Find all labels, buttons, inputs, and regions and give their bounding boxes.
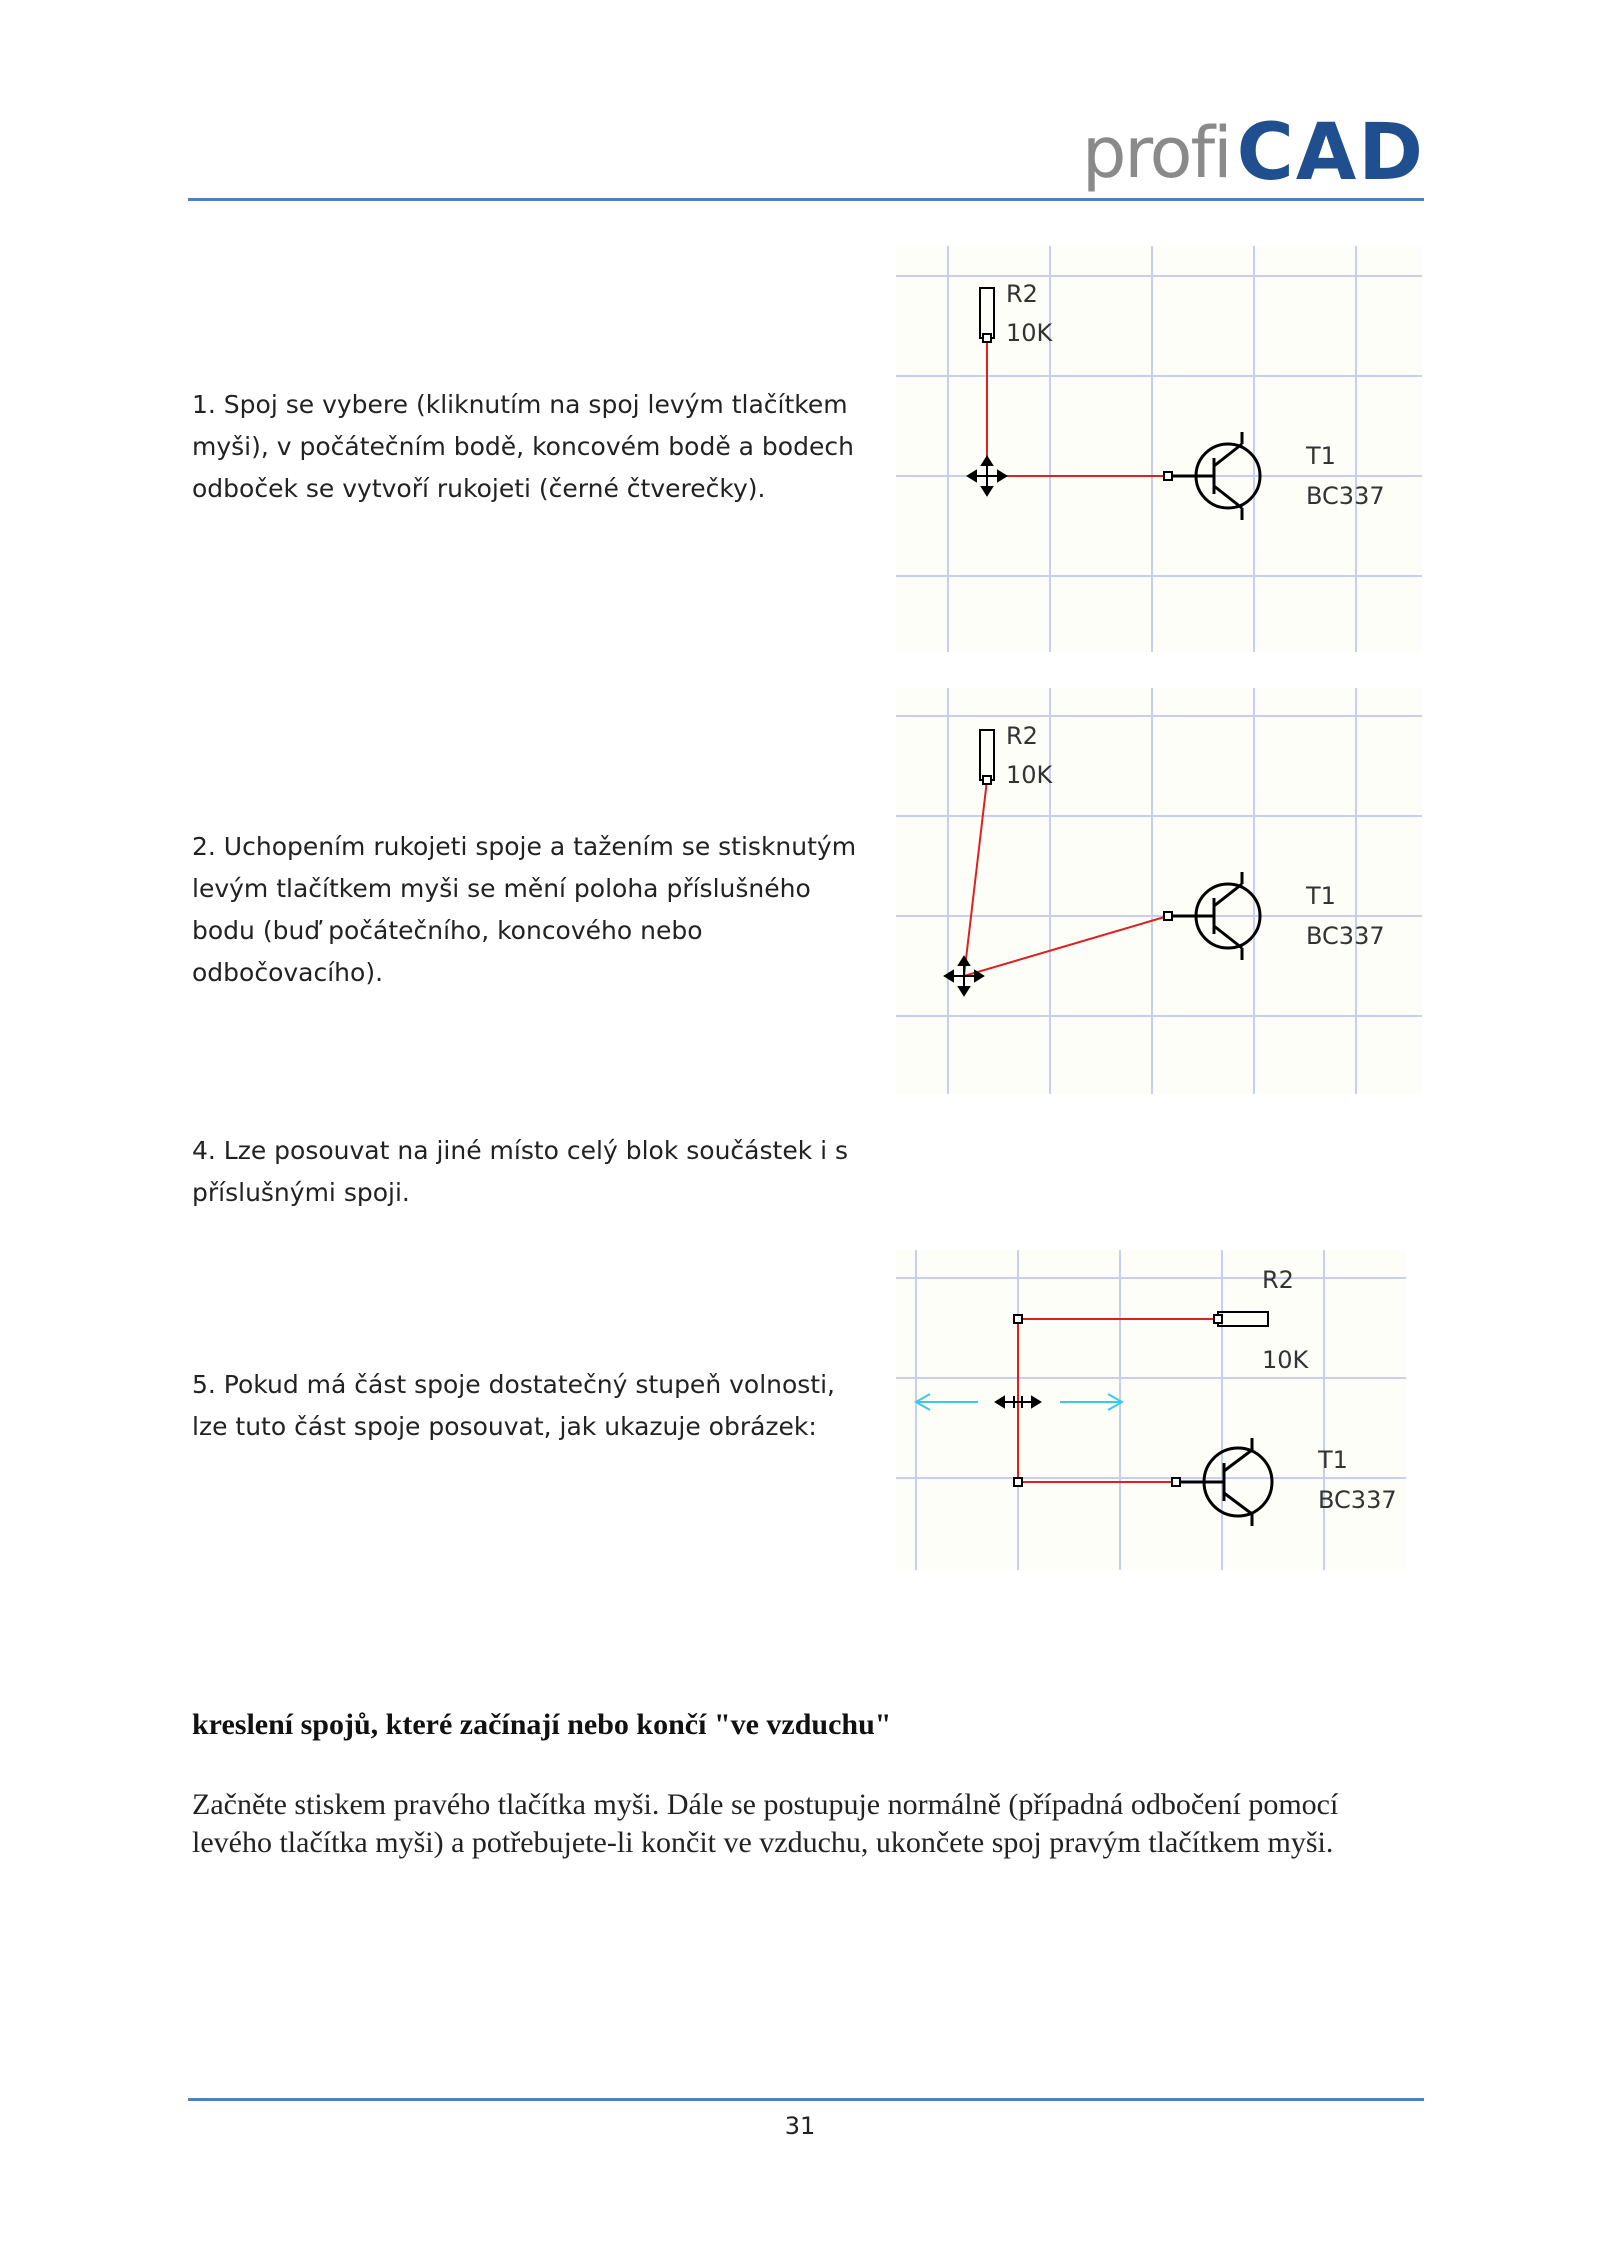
- figure-1-grid: [896, 246, 1422, 652]
- figure-3-diagram: [896, 1250, 1406, 1570]
- wire-handle: [983, 334, 991, 342]
- transistor-name-label: T1: [1306, 442, 1336, 470]
- figure-2-diagram: [896, 688, 1422, 1094]
- footer-rule: [188, 2098, 1424, 2101]
- logo-cad-text: CAD: [1236, 108, 1425, 198]
- wire-handle: [1164, 472, 1172, 480]
- wire-handle: [1014, 1315, 1022, 1323]
- wire-handle: [1172, 1478, 1180, 1486]
- wire-handle: [983, 776, 991, 784]
- move-cursor-icon: [968, 457, 1006, 495]
- resistor-value-label: 10K: [1262, 1346, 1309, 1374]
- transistor-type-label: BC337: [1306, 922, 1385, 950]
- figure-3: [896, 1250, 1406, 1570]
- logo-profi-text: profi: [1082, 112, 1231, 194]
- wire-handle: [1164, 912, 1172, 920]
- transistor-type-label: BC337: [1306, 482, 1385, 510]
- right-arrow-icon: [1060, 1394, 1122, 1410]
- header-rule: [188, 198, 1424, 201]
- resistor-value-label: 10K: [1006, 319, 1053, 347]
- wire-handle: [1214, 1315, 1222, 1323]
- page-number: 31: [784, 2112, 816, 2140]
- wire-handle: [1014, 1478, 1022, 1486]
- transistor-name-label: T1: [1306, 882, 1336, 910]
- wire: [987, 338, 1168, 476]
- move-cursor-icon: [945, 957, 983, 995]
- step-4-text: 4. Lze posouvat na jiné místo celý blok součástek i s příslušnými spoji.: [192, 1136, 849, 1207]
- resistor-name-label: R2: [1006, 722, 1038, 750]
- step-1-text: 1. Spoj se vybere (kliknutím na spoj levým tlačítkem myši), v počátečním bodě, koncovém bodě a bodech odboček se vytvoří rukojeti (černé čtverečky).: [192, 390, 854, 503]
- transistor-t1: [1180, 1438, 1272, 1526]
- figure-3-grid: [896, 1250, 1406, 1570]
- resistor-r2: [1218, 1312, 1268, 1326]
- proficad-logo: [1082, 108, 1425, 198]
- section-heading: kreslení spojů, které začínají nebo končí "ve vzduchu": [192, 1708, 892, 1741]
- section-paragraph: Začněte stiskem pravého tlačítka myši. Dále se postupuje normálně (případná odbočení pomocí levého tlačítka myši) a potřebujete-li končit ve vzduchu, ukončete spoj pravým tlačítkem myši.: [192, 1788, 1339, 1859]
- figure-1: [896, 246, 1422, 652]
- figure-1-diagram: [896, 246, 1422, 652]
- resistor-value-label: 10K: [1006, 761, 1053, 789]
- transistor-type-label: BC337: [1318, 1486, 1397, 1514]
- resistor-name-label: R2: [1262, 1266, 1294, 1294]
- step-5-text: 5. Pokud má část spoje dostatečný stupeň volnosti, lze tuto část spoje posouvat, jak ukazuje obrázek:: [192, 1370, 836, 1441]
- resistor-r2: [980, 730, 994, 780]
- left-arrow-icon: [916, 1394, 978, 1410]
- transistor-name-label: T1: [1318, 1446, 1348, 1474]
- wire: [964, 780, 1168, 976]
- resistor-r2: [980, 288, 994, 338]
- figure-2: [896, 688, 1422, 1094]
- step-2-text: 2. Uchopením rukojeti spoje a tažením se stisknutým levým tlačítkem myši se mění poloha příslušného bodu (buď počátečního, koncového nebo odbočovacího).: [192, 832, 857, 987]
- resistor-name-label: R2: [1006, 280, 1038, 308]
